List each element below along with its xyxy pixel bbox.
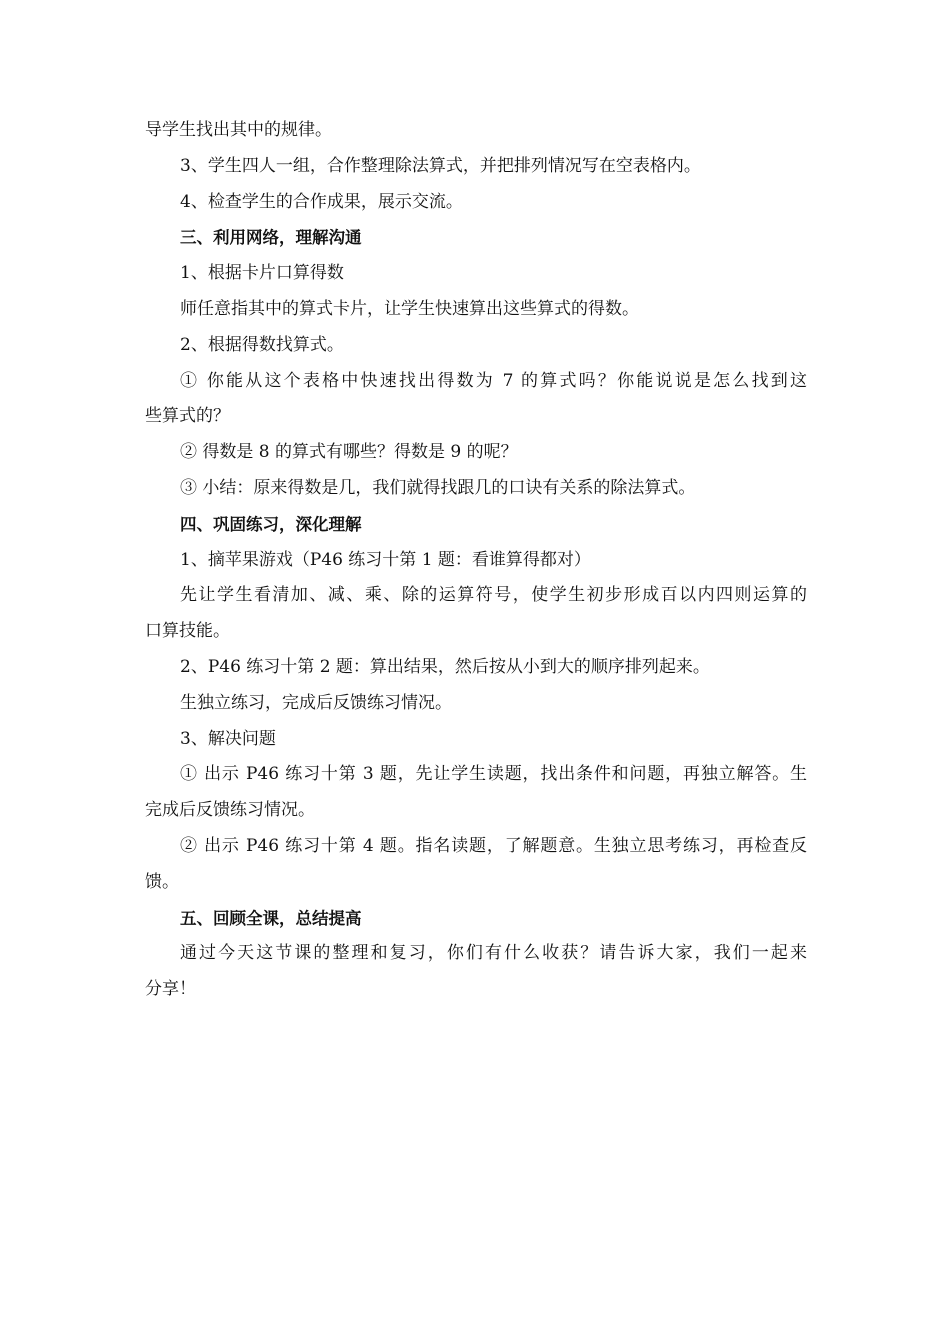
paragraph-line: 1、摘苹果游戏（P46 练习十第 1 题：看谁算得都对） — [180, 549, 591, 570]
paragraph-line: 2、根据得数找算式。 — [180, 334, 344, 355]
paragraph-line: 1、根据卡片口算得数 — [180, 263, 344, 284]
paragraph-line: ① 出示 P46 练习十第 3 题，先让学生读题，找出条件和问题，再独立解答。生 — [180, 764, 807, 785]
paragraph-line: 分享！ — [145, 979, 196, 1000]
section-heading: 四、巩固练习，深化理解 — [180, 514, 362, 534]
paragraph-line: 3、解决问题 — [180, 728, 276, 749]
section-heading: 五、回顾全课，总结提高 — [180, 908, 362, 928]
paragraph-line: ③ 小结：原来得数是几，我们就得找跟几的口诀有关系的除法算式。 — [180, 477, 696, 498]
paragraph-line: 口算技能。 — [145, 621, 230, 642]
section-heading: 三、利用网络，理解沟通 — [180, 228, 362, 248]
paragraph-line: 导学生找出其中的规律。 — [145, 120, 332, 140]
paragraph-line: 通过今天这节课的整理和复习，你们有什么收获？请告诉大家，我们一起来 — [180, 943, 807, 964]
paragraph-line: ② 出示 P46 练习十第 4 题。指名读题，了解题意。生独立思考练习，再检查反 — [180, 835, 807, 856]
paragraph-line: 完成后反馈练习情况。 — [145, 800, 315, 821]
document-body — [145, 113, 807, 1008]
paragraph-line: 2、P46 练习十第 2 题：算出结果，然后按从小到大的顺序排列起来。 — [180, 656, 710, 677]
paragraph-line: 生独立练习，完成后反馈练习情况。 — [180, 692, 452, 713]
paragraph-line: 3、学生四人一组，合作整理除法算式，并把排列情况写在空表格内。 — [180, 155, 701, 176]
paragraph-line: 些算式的？ — [145, 406, 230, 427]
paragraph-line: 先让学生看清加、减、乘、除的运算符号，使学生初步形成百以内四则运算的 — [180, 585, 807, 606]
paragraph-line: 师任意指其中的算式卡片，让学生快速算出这些算式的得数。 — [180, 298, 639, 319]
paragraph-line: ① 你能从这个表格中快速找出得数为 7 的算式吗？你能说说是怎么找到这 — [180, 370, 807, 391]
paragraph-line: ② 得数是 8 的算式有哪些？得数是 9 的呢？ — [180, 442, 518, 463]
paragraph-line: 馈。 — [145, 871, 179, 892]
paragraph-line: 4、检查学生的合作成果，展示交流。 — [180, 191, 463, 212]
